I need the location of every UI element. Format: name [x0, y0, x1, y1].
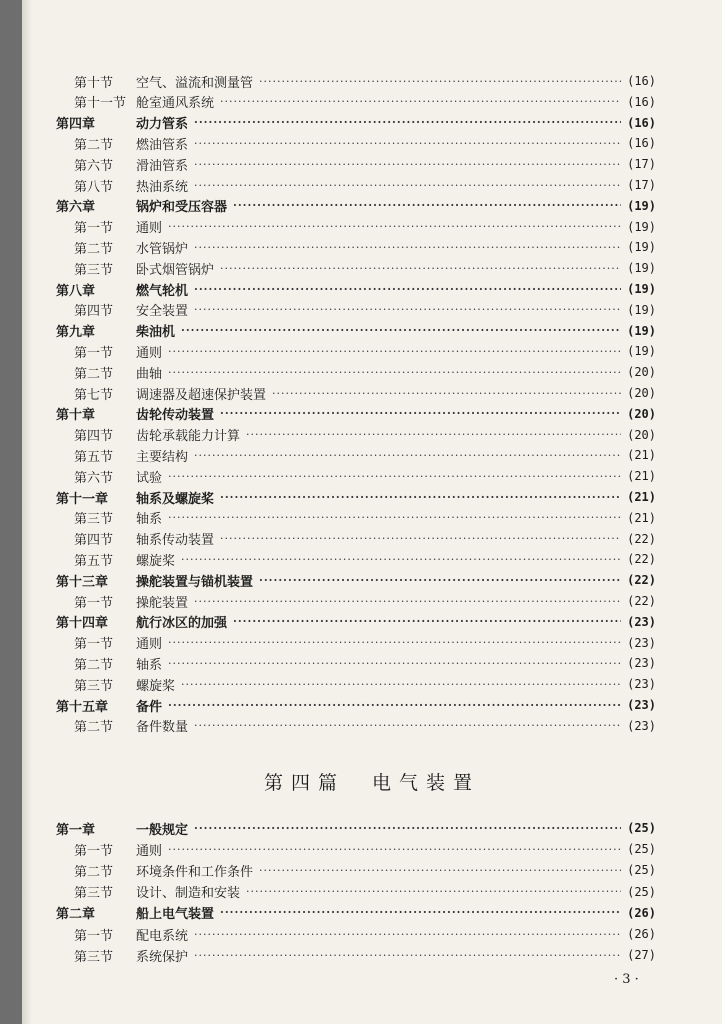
- toc-entry-title: 船上电气装置: [136, 907, 215, 923]
- toc-entry-title: 燃气轮机: [136, 283, 189, 299]
- toc-leader-dots: [194, 303, 621, 316]
- toc-section-entry: [74, 362, 656, 382]
- toc-section-entry: [74, 92, 656, 112]
- toc-entry-page: (19): [627, 240, 656, 255]
- toc-leader-dots: [168, 699, 621, 712]
- toc-section-entry: [74, 445, 656, 465]
- toc-section-entry: [74, 945, 656, 965]
- toc-leader-dots: [259, 75, 621, 88]
- toc-entry-number: 第一章: [56, 822, 96, 838]
- toc-entry-page: (19): [627, 282, 656, 296]
- toc-entry-page: (25): [627, 842, 656, 857]
- toc-entry-page: (25): [627, 863, 656, 878]
- toc-entry-title: 通则: [136, 345, 163, 361]
- toc-entry-number: 第二节: [74, 366, 114, 382]
- toc-entry-page: (21): [627, 510, 656, 525]
- toc-entry-page: (22): [627, 594, 656, 608]
- toc-entry-title: 空气、溢流和测量管: [136, 75, 254, 91]
- toc-chapter-entry: [56, 196, 656, 216]
- toc-entry-title: 操舵装置: [136, 595, 189, 611]
- toc-leader-dots: [246, 428, 621, 441]
- toc-entry-number: 第一节: [74, 928, 114, 944]
- book-page: [22, 0, 722, 1024]
- toc-entry-title: 柴油机: [136, 325, 176, 341]
- toc-entry-title: 备件数量: [136, 720, 189, 736]
- toc-entry-number: 第六节: [74, 470, 114, 486]
- toc-entry-number: 第四节: [74, 429, 114, 445]
- toc-entry-page: (22): [627, 531, 656, 546]
- toc-entry-number: 第一节: [74, 221, 114, 237]
- toc-entry-number: 第十一节: [74, 96, 127, 112]
- toc-entry-number: 第二节: [74, 864, 114, 880]
- toc-section-entry: [74, 71, 656, 91]
- toc-leader-dots: [194, 241, 621, 254]
- toc-entry-title: 试验: [136, 470, 163, 486]
- toc-section-entry: [74, 508, 656, 528]
- page-gutter-shadow: [22, 0, 32, 1024]
- toc-section-entry: [74, 529, 656, 549]
- toc-entry-number: 第四章: [56, 117, 96, 133]
- toc-entry-title: 水管锅炉: [136, 241, 189, 257]
- toc-entry-page: (20): [627, 365, 656, 380]
- toc-leader-dots: [194, 822, 621, 835]
- toc-leader-dots: [246, 885, 621, 898]
- toc-entry-number: 第九章: [56, 325, 96, 341]
- toc-entry-title: 锅炉和受压容器: [136, 200, 228, 216]
- toc-chapter-entry: [56, 903, 656, 923]
- toc-entry-page: (16): [627, 94, 656, 109]
- toc-entry-title: 一般规定: [136, 822, 189, 838]
- toc-entry-title: 齿轮承载能力计算: [136, 429, 241, 445]
- toc-section-entry: [74, 924, 656, 944]
- toc-leader-dots: [168, 345, 621, 358]
- toc-chapter-entry: [56, 570, 656, 590]
- toc-entry-title: 轴系传动装置: [136, 533, 215, 549]
- toc-leader-dots: [194, 179, 621, 192]
- toc-entry-page: (21): [627, 469, 656, 484]
- toc-chapter-entry: [56, 487, 656, 507]
- toc-chapter-entry: [56, 321, 656, 341]
- toc-entry-page: (23): [627, 718, 656, 733]
- toc-entry-number: 第三节: [74, 512, 114, 528]
- toc-entry-page: (16): [627, 115, 656, 130]
- toc-entry-title: 配电系统: [136, 928, 189, 944]
- toc-leader-dots: [194, 928, 621, 941]
- toc-leader-dots: [194, 719, 621, 732]
- toc-entry-number: 第一节: [74, 345, 114, 361]
- toc-chapter-entry: [56, 404, 656, 424]
- toc-entry-number: 第四节: [74, 533, 114, 549]
- toc-leader-dots: [181, 678, 621, 691]
- toc-leader-dots: [194, 449, 621, 462]
- toc-leader-dots: [168, 636, 621, 649]
- toc-section-entry: [74, 674, 656, 694]
- toc-entry-title: 螺旋桨: [136, 553, 176, 569]
- toc-section-entry: [74, 591, 656, 611]
- toc-leader-dots: [220, 262, 621, 275]
- toc-entry-number: 第三节: [74, 262, 114, 278]
- toc-entry-page: (20): [627, 406, 656, 421]
- toc-entry-title: 动力管系: [136, 117, 189, 133]
- toc-leader-dots: [168, 511, 621, 524]
- toc-entry-title: 通则: [136, 637, 163, 653]
- toc-entry-number: 第十节: [74, 75, 114, 91]
- toc-entry-title: 航行冰区的加强: [136, 616, 228, 632]
- toc-entry-title: 备件: [136, 699, 163, 715]
- toc-entry-page: (23): [627, 677, 656, 692]
- toc-entry-number: 第二节: [74, 720, 114, 736]
- toc-entry-title: 轴系: [136, 657, 163, 673]
- toc-entry-number: 第五节: [74, 553, 114, 569]
- toc-entry-number: 第十一章: [56, 491, 109, 507]
- toc-entry-number: 第二节: [74, 241, 114, 257]
- toc-entry-page: (16): [627, 136, 656, 151]
- toc-leader-dots: [233, 615, 621, 628]
- toc-section-entry: [74, 425, 656, 445]
- toc-entry-title: 安全装置: [136, 304, 189, 320]
- toc-entry-page: (26): [627, 927, 656, 941]
- toc-entry-title: 燃油管系: [136, 137, 189, 153]
- toc-entry-number: 第一节: [74, 595, 114, 611]
- toc-entry-title: 螺旋桨: [136, 678, 176, 694]
- toc-leader-dots: [233, 199, 621, 212]
- toc-entry-page: (22): [627, 552, 656, 567]
- toc-entry-number: 第十章: [56, 408, 96, 424]
- toc-entry-title: 齿轮传动装置: [136, 408, 215, 424]
- toc-entry-title: 曲轴: [136, 366, 163, 382]
- toc-section-entry: [74, 154, 656, 174]
- toc-leader-dots: [194, 595, 621, 608]
- toc-leader-dots: [220, 532, 621, 545]
- toc-section-entry: [74, 466, 656, 486]
- toc-entry-page: (26): [627, 905, 656, 920]
- toc-entry-title: 轴系: [136, 512, 163, 528]
- toc-entry-number: 第二节: [74, 137, 114, 153]
- toc-leader-dots: [168, 366, 621, 379]
- toc-leader-dots: [194, 137, 621, 150]
- toc-entry-number: 第七节: [74, 387, 114, 403]
- toc-leader-dots: [220, 407, 621, 420]
- toc-entry-page: (19): [627, 344, 656, 359]
- toc-entry-page: (21): [627, 448, 656, 463]
- toc-entry-page: (19): [627, 198, 656, 213]
- toc-entry-page: (21): [627, 490, 656, 504]
- toc-chapter-entry: [56, 113, 656, 133]
- toc-leader-dots: [220, 906, 621, 919]
- toc-chapter-entry: [56, 612, 656, 632]
- toc-entry-number: 第六章: [56, 200, 96, 216]
- toc-entry-number: 第三节: [74, 949, 114, 965]
- toc-leader-dots: [194, 116, 621, 129]
- toc-entry-page: (17): [627, 157, 656, 172]
- toc-entry-number: 第十四章: [56, 616, 109, 632]
- toc-entry-page: (23): [627, 698, 656, 712]
- toc-entry-page: (22): [627, 573, 656, 588]
- toc-entry-page: (20): [627, 427, 656, 442]
- toc-entry-page: (19): [627, 219, 656, 234]
- toc-entry-title: 热油系统: [136, 179, 189, 195]
- toc-entry-page: (25): [627, 884, 656, 899]
- toc-section-entry: [74, 341, 656, 361]
- toc-leader-dots: [194, 949, 621, 962]
- toc-chapter-entry: [56, 818, 656, 838]
- toc-entry-page: (19): [627, 302, 656, 317]
- toc-entry-number: 第八章: [56, 283, 96, 299]
- toc-leader-dots: [181, 553, 621, 566]
- toc-entry-title: 操舵装置与锚机装置: [136, 574, 254, 590]
- toc-leader-dots: [259, 864, 621, 877]
- toc-section-entry: [74, 716, 656, 736]
- toc-entry-title: 调速器及超速保护装置: [136, 387, 267, 403]
- toc-entry-title: 环境条件和工作条件: [136, 864, 254, 880]
- toc-leader-dots: [220, 491, 621, 504]
- toc-entry-number: 第四节: [74, 304, 114, 320]
- toc-entry-page: (19): [627, 261, 656, 276]
- toc-section-entry: [74, 882, 656, 902]
- part-heading: 第四篇 电气装置: [263, 772, 480, 794]
- toc-section-entry: [74, 237, 656, 257]
- toc-section-entry: [74, 839, 656, 859]
- toc-entry-number: 第六节: [74, 158, 114, 174]
- toc-entry-page: (23): [627, 635, 656, 650]
- toc-section-entry: [74, 133, 656, 153]
- toc-section-entry: [74, 175, 656, 195]
- toc-entry-title: 系统保护: [136, 949, 189, 965]
- toc-entry-title: 滑油管系: [136, 158, 189, 174]
- page-number: · 3 ·: [614, 972, 639, 987]
- toc-leader-dots: [168, 220, 621, 233]
- toc-section-entry: [74, 258, 656, 278]
- toc-entry-page: (23): [627, 614, 656, 629]
- toc-leader-dots: [181, 324, 621, 337]
- toc-entry-number: 第五节: [74, 449, 114, 465]
- toc-leader-dots: [259, 574, 621, 587]
- toc-section-entry: [74, 860, 656, 880]
- toc-entry-page: (27): [627, 948, 656, 963]
- toc-leader-dots: [194, 158, 621, 171]
- toc-entry-title: 设计、制造和安装: [136, 886, 241, 902]
- toc-leader-dots: [168, 470, 621, 483]
- toc-section-entry: [74, 383, 656, 403]
- toc-leader-dots: [220, 95, 621, 108]
- toc-entry-number: 第一节: [74, 843, 114, 859]
- toc-entry-number: 第三节: [74, 886, 114, 902]
- toc-entry-page: (19): [627, 323, 656, 338]
- toc-chapter-entry: [56, 279, 656, 299]
- toc-leader-dots: [168, 843, 621, 856]
- toc-entry-page: (23): [627, 656, 656, 671]
- toc-section-entry: [74, 217, 656, 237]
- toc-section-entry: [74, 300, 656, 320]
- toc-entry-title: 卧式烟管锅炉: [136, 262, 215, 278]
- toc-entry-number: 第十三章: [56, 574, 109, 590]
- toc-entry-number: 第二节: [74, 657, 114, 673]
- toc-entry-number: 第十五章: [56, 699, 109, 715]
- toc-chapter-entry: [56, 695, 656, 715]
- toc-section-entry: [74, 549, 656, 569]
- toc-leader-dots: [194, 283, 621, 296]
- toc-entry-page: (20): [627, 386, 656, 400]
- toc-entry-number: 第二章: [56, 907, 96, 923]
- toc-leader-dots: [272, 387, 621, 400]
- toc-entry-number: 第八节: [74, 179, 114, 195]
- toc-entry-title: 通则: [136, 221, 163, 237]
- toc-section-entry: [74, 653, 656, 673]
- toc-entry-title: 轴系及螺旋桨: [136, 491, 215, 507]
- toc-section-entry: [74, 633, 656, 653]
- toc-entry-page: (25): [627, 821, 656, 835]
- toc-entry-title: 通则: [136, 843, 163, 859]
- toc-entry-page: (17): [627, 178, 656, 192]
- toc-leader-dots: [168, 657, 621, 670]
- toc-entry-page: (16): [627, 74, 656, 88]
- toc-entry-number: 第一节: [74, 637, 114, 653]
- toc-entry-title: 主要结构: [136, 449, 189, 465]
- toc-entry-number: 第三节: [74, 678, 114, 694]
- toc-entry-title: 舱室通风系统: [136, 96, 215, 112]
